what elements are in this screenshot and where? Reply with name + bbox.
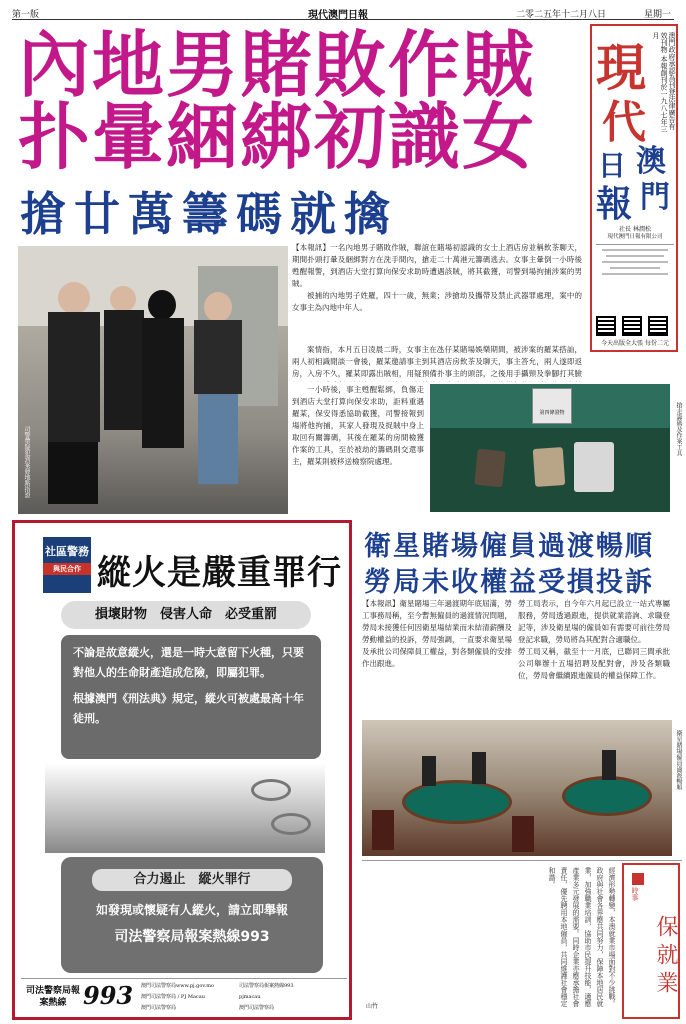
column-logo-icon — [632, 873, 644, 885]
qr-code-icon — [596, 316, 616, 336]
column-header — [622, 863, 680, 1019]
ad-hotline-line: 司法警察局報案熱線993 — [114, 929, 270, 945]
page-number: 第一版 — [12, 10, 40, 20]
link-hotline[interactable]: 司法警察局報案熱線993 — [239, 983, 294, 989]
photo2-caption: 搶走籌碼及作案工具 — [675, 402, 682, 456]
column-body: 經濟形勢轉變，本澳就業市場面對不少挑戰。政府與社會各界應共同努力，保障本地居民就業，加強職業培訓，協助市民提升技能，適應產業多元發展的需要。同時企業亦應承擔社會責任，優先聘用本地僱員，共同維護社會穩定和諧。 — [548, 867, 616, 1007]
column-author: 山竹 — [366, 1003, 379, 1010]
headline-line-2: 扑暈綑綁初識女 — [18, 95, 537, 179]
arson-ad — [12, 520, 352, 1020]
ad-body-1: 不論是故意縱火，還是一時大意留下火種，只要對他人的生命財產造成危險，即屬犯罪。 — [73, 646, 304, 679]
masthead — [590, 24, 678, 352]
foot-label: 司法警察局報案熱線 — [25, 986, 80, 1008]
masthead-char-5: 報 — [596, 183, 633, 225]
article2-col-2 — [518, 598, 670, 716]
headline-line-1: 內地男賭敗作賊 — [18, 23, 537, 107]
badge-sub: 與民合作 — [43, 563, 91, 575]
police-badge — [43, 537, 91, 593]
smoke-graphic — [45, 763, 325, 853]
article2-para-1: 【本報訊】衛星賭場三年過渡期年底屆滿，勞工事務局稱，至今暫無僱員的過渡情況問題，勞局未接獲任何因衛星場結業而未結清薪酬及勞動權益的投訴，勞局強調，一直要求衛星場及承批公司保障員工權益，對各類僱員的安排作出跟進。 — [362, 599, 512, 668]
foot-number: 993 — [83, 981, 134, 1010]
photo1-caption: 司警帶疑犯到案發地點指證 — [23, 426, 30, 498]
qr-code-icon — [648, 316, 668, 336]
link-instagram[interactable]: pjmacau — [239, 994, 261, 1000]
article1-para-4: 一小時後，事主甦醒鬆綁，負傷走到酒店大堂打算向保安求助，詎料重遇羅某，保安得悉協助截獲，司警接報到場將他拘捕，其家人發現及捉賊中身上取回有關籌碼，其後在羅某的房間檢獲作案的工具，至於被劫的籌碼則交還事主，羅某則被移送檢察院處理。 — [292, 385, 424, 466]
link-wechat[interactable]: 澳門司法警察局 — [141, 1005, 177, 1011]
article1-para-3-top: 案情指，本月五日凌晨二時，女事主在氹仔某賭場娛樂期間，被涉案的羅某搭訕，兩人初相識閒談一會後，羅某邀請事主到其酒店房飲茶及聊天，事主答允，兩人遂即返房，入房不久，羅某即露出賊相，用疑預備扑事主的頭部，之後用手攝頸及拳腳打其臉 — [292, 345, 582, 378]
handcuffs-icon — [271, 813, 311, 835]
top-bar — [12, 4, 674, 20]
ad-body — [61, 635, 321, 759]
article2-para-3: 勞工局又稱，截至十一月底，已聯同三間承批公司舉辦十五場招聘及配對會，涉及各類職位，勞局會繼續跟進僱員的權益保障工作。 — [518, 647, 670, 680]
qr-code-icon — [622, 316, 642, 336]
masthead-publisher: 現代澳門日報有限公司 — [607, 234, 663, 240]
ad-slogan: 合力遏止 縱火罪行 — [92, 869, 292, 891]
article1-para-1: 【本報訊】一名內地男子賭敗作賊，聯誼在賭場初認識的女士上酒店房並稱飲茶聊天，期間扑頭打暈及綑綁對方在洗手間內，搶走二十萬港元籌碼逃去。女事主暈倒一小時後甦醒報警，到酒店大堂打算向保安求助時遭遇該賊，將其截獲，司警到場拘捕涉案的男賊。 — [292, 243, 582, 288]
masthead-note: 澳門政府承認為刊登法律廣告有效刊物 本報創刊於一九八七年三月 — [652, 32, 676, 133]
column-title: 保就業 — [653, 915, 678, 999]
badge-text: 社區警務 — [45, 545, 89, 558]
masthead-char-2: 代 — [602, 97, 646, 148]
foot-links-left — [141, 981, 237, 1014]
link-app[interactable]: 澳門司法警察局 — [239, 1005, 275, 1011]
ad-title: 縱火是嚴重罪行 — [97, 553, 342, 593]
link-facebook[interactable]: 澳門司法警察局 / PJ Macau — [141, 994, 205, 1000]
column-section: 時事 — [631, 887, 639, 901]
ad-report-box — [61, 857, 323, 973]
masthead-footer: 今天出版全大張 每份二元 — [596, 340, 674, 347]
masthead-details-block — [596, 244, 674, 300]
photo-casino — [362, 720, 672, 856]
photo-evidence — [430, 384, 670, 512]
ad-report-line: 如發現或懷疑有人縱火，請立即舉報 — [95, 903, 288, 917]
headline-line-3: 搶廿萬籌碼就擒 — [20, 187, 398, 241]
masthead-char-3: 日 — [598, 149, 627, 182]
masthead-char-4: 澳 — [636, 144, 666, 179]
date: 二零二五年十二月八日 — [516, 10, 607, 20]
paper-name: 現代澳門日報 — [308, 10, 368, 21]
photo-arrest — [18, 246, 288, 514]
article2-para-2: 勞工局表示，自今年六月起已設立一站式專屬服務，勞局透過跟進，提供就業諮詢、求職登記等，涉及衛星場的僱員如有需要可前往勞局登記求職，勞局將為其配對合適職位。 — [518, 599, 670, 644]
foot-links-right — [239, 981, 343, 1014]
evidence-sign: 第四條證物 — [532, 388, 572, 424]
masthead-editor: 社長 林潤松 — [619, 226, 651, 233]
weekday: 星期一 — [644, 10, 672, 20]
link-website[interactable]: 澳門司法警察局www.pj.gov.mo — [141, 983, 214, 989]
article2-headline-2: 勞局未收權益受損投訴 — [364, 567, 654, 598]
ad-footer — [21, 978, 347, 1016]
ad-subtitle: 損壞財物 侵害人命 必受重罰 — [61, 601, 311, 629]
article1-para-2: 被捕的內地男子姓羅，四十一歲，無業；涉搶劫及攜帶及禁止武器罪處理，案中的女事主為內地中年人。 — [292, 291, 582, 312]
photo3-caption: 衛星賭場僱員過渡暢順 — [675, 730, 682, 790]
handcuffs-icon — [251, 779, 291, 801]
article2-headline-1: 衛星賭場僱員過渡暢順 — [364, 531, 654, 562]
masthead-char-1: 現 — [596, 38, 646, 97]
ad-body-2: 根據澳門《刑法典》規定，縱火可被處最高十年徒刑。 — [73, 692, 304, 725]
column-box — [362, 860, 682, 1020]
masthead-char-6: 門 — [640, 180, 670, 215]
